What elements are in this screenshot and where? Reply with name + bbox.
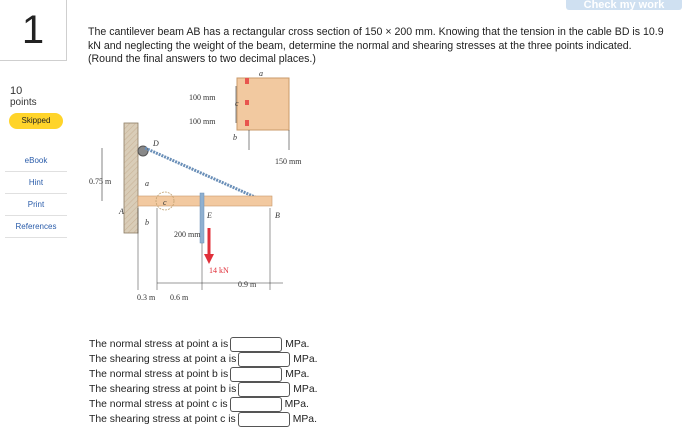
dim-150: 150 mm [275,157,302,166]
point-B: B [275,211,280,220]
beam-diagram [83,68,313,313]
sidebar-link-hint[interactable]: Hint [5,172,67,194]
answer-row [89,352,318,367]
dim-200: 200 mm [174,230,201,239]
unit-label: MPa. [285,369,310,380]
answer-label: The shearing stress at point c is [89,414,236,425]
dim-09: 0.9 m [238,280,257,289]
point-E: E [207,211,212,220]
point-A: A [119,207,124,216]
sidebar-link-ebook[interactable]: eBook [5,150,67,172]
sidebar-links [5,150,67,238]
unit-label: MPa. [292,414,317,425]
section-b: b [233,133,237,142]
answer-row [89,337,318,352]
shearing-stress-b-input[interactable] [238,382,290,397]
beam-AB [138,196,272,206]
normal-stress-b-input[interactable] [230,367,282,382]
dim-100-bottom: 100 mm [189,117,216,126]
answer-row [89,367,318,382]
point-a: a [145,179,149,188]
point-c: c [163,198,167,207]
dim-075: 0.75 m [89,177,112,186]
section-a: a [259,69,263,78]
check-my-work-button[interactable]: Check my work [566,0,682,10]
answer-label: The shearing stress at point a is [89,354,237,365]
normal-stress-c-input[interactable] [230,397,282,412]
cable-BD [145,148,266,202]
dim-100-top: 100 mm [189,93,216,102]
answers-block [89,337,318,427]
dim-03: 0.3 m [137,293,156,302]
question-number-box [0,0,67,61]
beam-figure [83,68,313,318]
points-value: 10 [10,85,23,97]
points-block [10,85,37,109]
answer-label: The shearing stress at point b is [89,384,237,395]
shearing-stress-a-input[interactable] [238,352,290,367]
answer-row [89,382,318,397]
status-badge: Skipped [9,113,63,129]
answer-label: The normal stress at point a is [89,339,229,350]
unit-label: MPa. [293,354,318,365]
load-label: 14 kN [209,266,229,275]
shearing-stress-c-input[interactable] [238,412,290,427]
answer-row [89,412,318,427]
points-label: points [10,97,37,108]
dim-06: 0.6 m [170,293,189,302]
point-b: b [145,218,149,227]
normal-stress-a-input[interactable] [230,337,282,352]
answer-label: The normal stress at point c is [89,399,228,410]
sidebar-link-print[interactable]: Print [5,194,67,216]
hanger-rod [200,193,204,243]
unit-label: MPa. [293,384,318,395]
answer-row [89,397,318,412]
sidebar-link-references[interactable]: References [5,216,67,238]
cross-section [237,78,289,130]
point-D: D [153,139,159,148]
section-c: c [235,99,239,108]
unit-label: MPa. [285,339,310,350]
answer-label: The normal stress at point b is [89,369,229,380]
question-prompt: The cantilever beam AB has a rectangular cross section of 150 × 200 mm. Knowing that the tension in the cable BD is 10.9 kN and neglecting the weight of the beam, determine the normal and shearing stresses at the three points indicated. (Round the final answers to two decimal places.) [88,26,664,65]
unit-label: MPa. [284,399,309,410]
question-number: 1 [21,7,45,52]
